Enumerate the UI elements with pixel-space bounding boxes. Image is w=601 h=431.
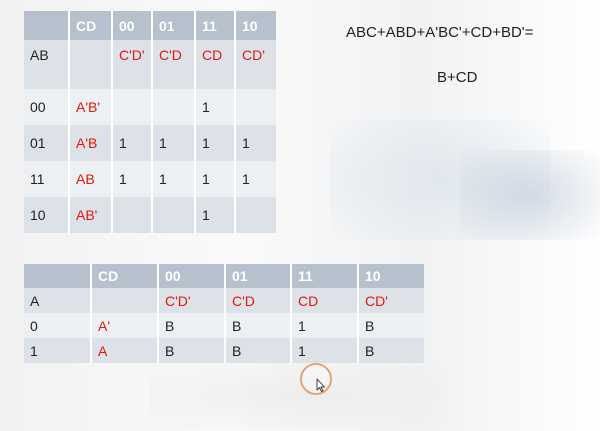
table-cell: B bbox=[224, 338, 290, 363]
header-cell: 00 bbox=[157, 264, 224, 288]
header-cell bbox=[24, 264, 90, 288]
table-header-row bbox=[24, 264, 424, 288]
term-row bbox=[24, 40, 276, 89]
kmap-top-table bbox=[24, 11, 276, 233]
table-row bbox=[24, 161, 276, 197]
table-cell: B bbox=[157, 338, 224, 363]
table-cell: 1 bbox=[234, 161, 276, 197]
table-cell bbox=[151, 197, 194, 233]
row-label: 11 bbox=[24, 161, 68, 197]
term-cell: C'D bbox=[224, 288, 290, 313]
row-header-cell: A bbox=[24, 288, 90, 313]
table-cell: 1 bbox=[194, 197, 234, 233]
row-term: A bbox=[90, 338, 157, 363]
boolean-equation: ABC+ABD+A'BC'+CD+BD'= bbox=[346, 24, 534, 41]
term-cell: C'D' bbox=[111, 40, 151, 89]
table-cell: 1 bbox=[111, 161, 151, 197]
table-cell: B bbox=[357, 313, 424, 338]
table-cell: B bbox=[357, 338, 424, 363]
table-cell: 1 bbox=[290, 313, 357, 338]
table-cell: 1 bbox=[111, 125, 151, 161]
table-row bbox=[24, 197, 276, 233]
header-cell: 10 bbox=[357, 264, 424, 288]
table-cell bbox=[151, 89, 194, 125]
row-label: 0 bbox=[24, 313, 90, 338]
header-cell: 11 bbox=[194, 11, 234, 40]
term-cell: C'D' bbox=[157, 288, 224, 313]
term-cell: CD bbox=[194, 40, 234, 89]
table-cell bbox=[234, 89, 276, 125]
table-cell bbox=[111, 197, 151, 233]
table-cell: B bbox=[157, 313, 224, 338]
background-blur bbox=[150, 360, 450, 430]
row-term: A'B bbox=[68, 125, 111, 161]
pointer-cursor-icon bbox=[316, 378, 326, 392]
table-row bbox=[24, 89, 276, 125]
table-cell: 1 bbox=[151, 161, 194, 197]
table-cell: 1 bbox=[194, 125, 234, 161]
term-cell bbox=[68, 40, 111, 89]
row-label: 1 bbox=[24, 338, 90, 363]
table-row bbox=[24, 313, 424, 338]
table-cell: B bbox=[224, 313, 290, 338]
table-header-row bbox=[24, 11, 276, 40]
header-cell: 10 bbox=[234, 11, 276, 40]
row-term: AB bbox=[68, 161, 111, 197]
table-cell: 1 bbox=[290, 338, 357, 363]
background-blur bbox=[460, 150, 600, 240]
term-cell bbox=[90, 288, 157, 313]
term-cell: CD' bbox=[357, 288, 424, 313]
table-cell bbox=[234, 197, 276, 233]
simplified-result: B+CD bbox=[437, 69, 478, 86]
table-cell: 1 bbox=[234, 125, 276, 161]
table-cell: 1 bbox=[151, 125, 194, 161]
table-cell: 1 bbox=[194, 161, 234, 197]
row-term: AB' bbox=[68, 197, 111, 233]
table-cell bbox=[111, 89, 151, 125]
table-cell: 1 bbox=[194, 89, 234, 125]
kmap-bottom-table bbox=[24, 264, 424, 363]
term-row bbox=[24, 288, 424, 313]
header-cell: 01 bbox=[224, 264, 290, 288]
row-header-cell: AB bbox=[24, 40, 68, 89]
header-cell: 00 bbox=[111, 11, 151, 40]
term-cell: C'D bbox=[151, 40, 194, 89]
term-cell: CD bbox=[290, 288, 357, 313]
header-cell: 01 bbox=[151, 11, 194, 40]
row-label: 01 bbox=[24, 125, 68, 161]
header-cell: CD bbox=[68, 11, 111, 40]
table-row bbox=[24, 338, 424, 363]
term-cell: CD' bbox=[234, 40, 276, 89]
row-label: 10 bbox=[24, 197, 68, 233]
header-cell bbox=[24, 11, 68, 40]
row-term: A'B' bbox=[68, 89, 111, 125]
table-row bbox=[24, 125, 276, 161]
row-term: A' bbox=[90, 313, 157, 338]
header-cell: CD bbox=[90, 264, 157, 288]
header-cell: 11 bbox=[290, 264, 357, 288]
row-label: 00 bbox=[24, 89, 68, 125]
